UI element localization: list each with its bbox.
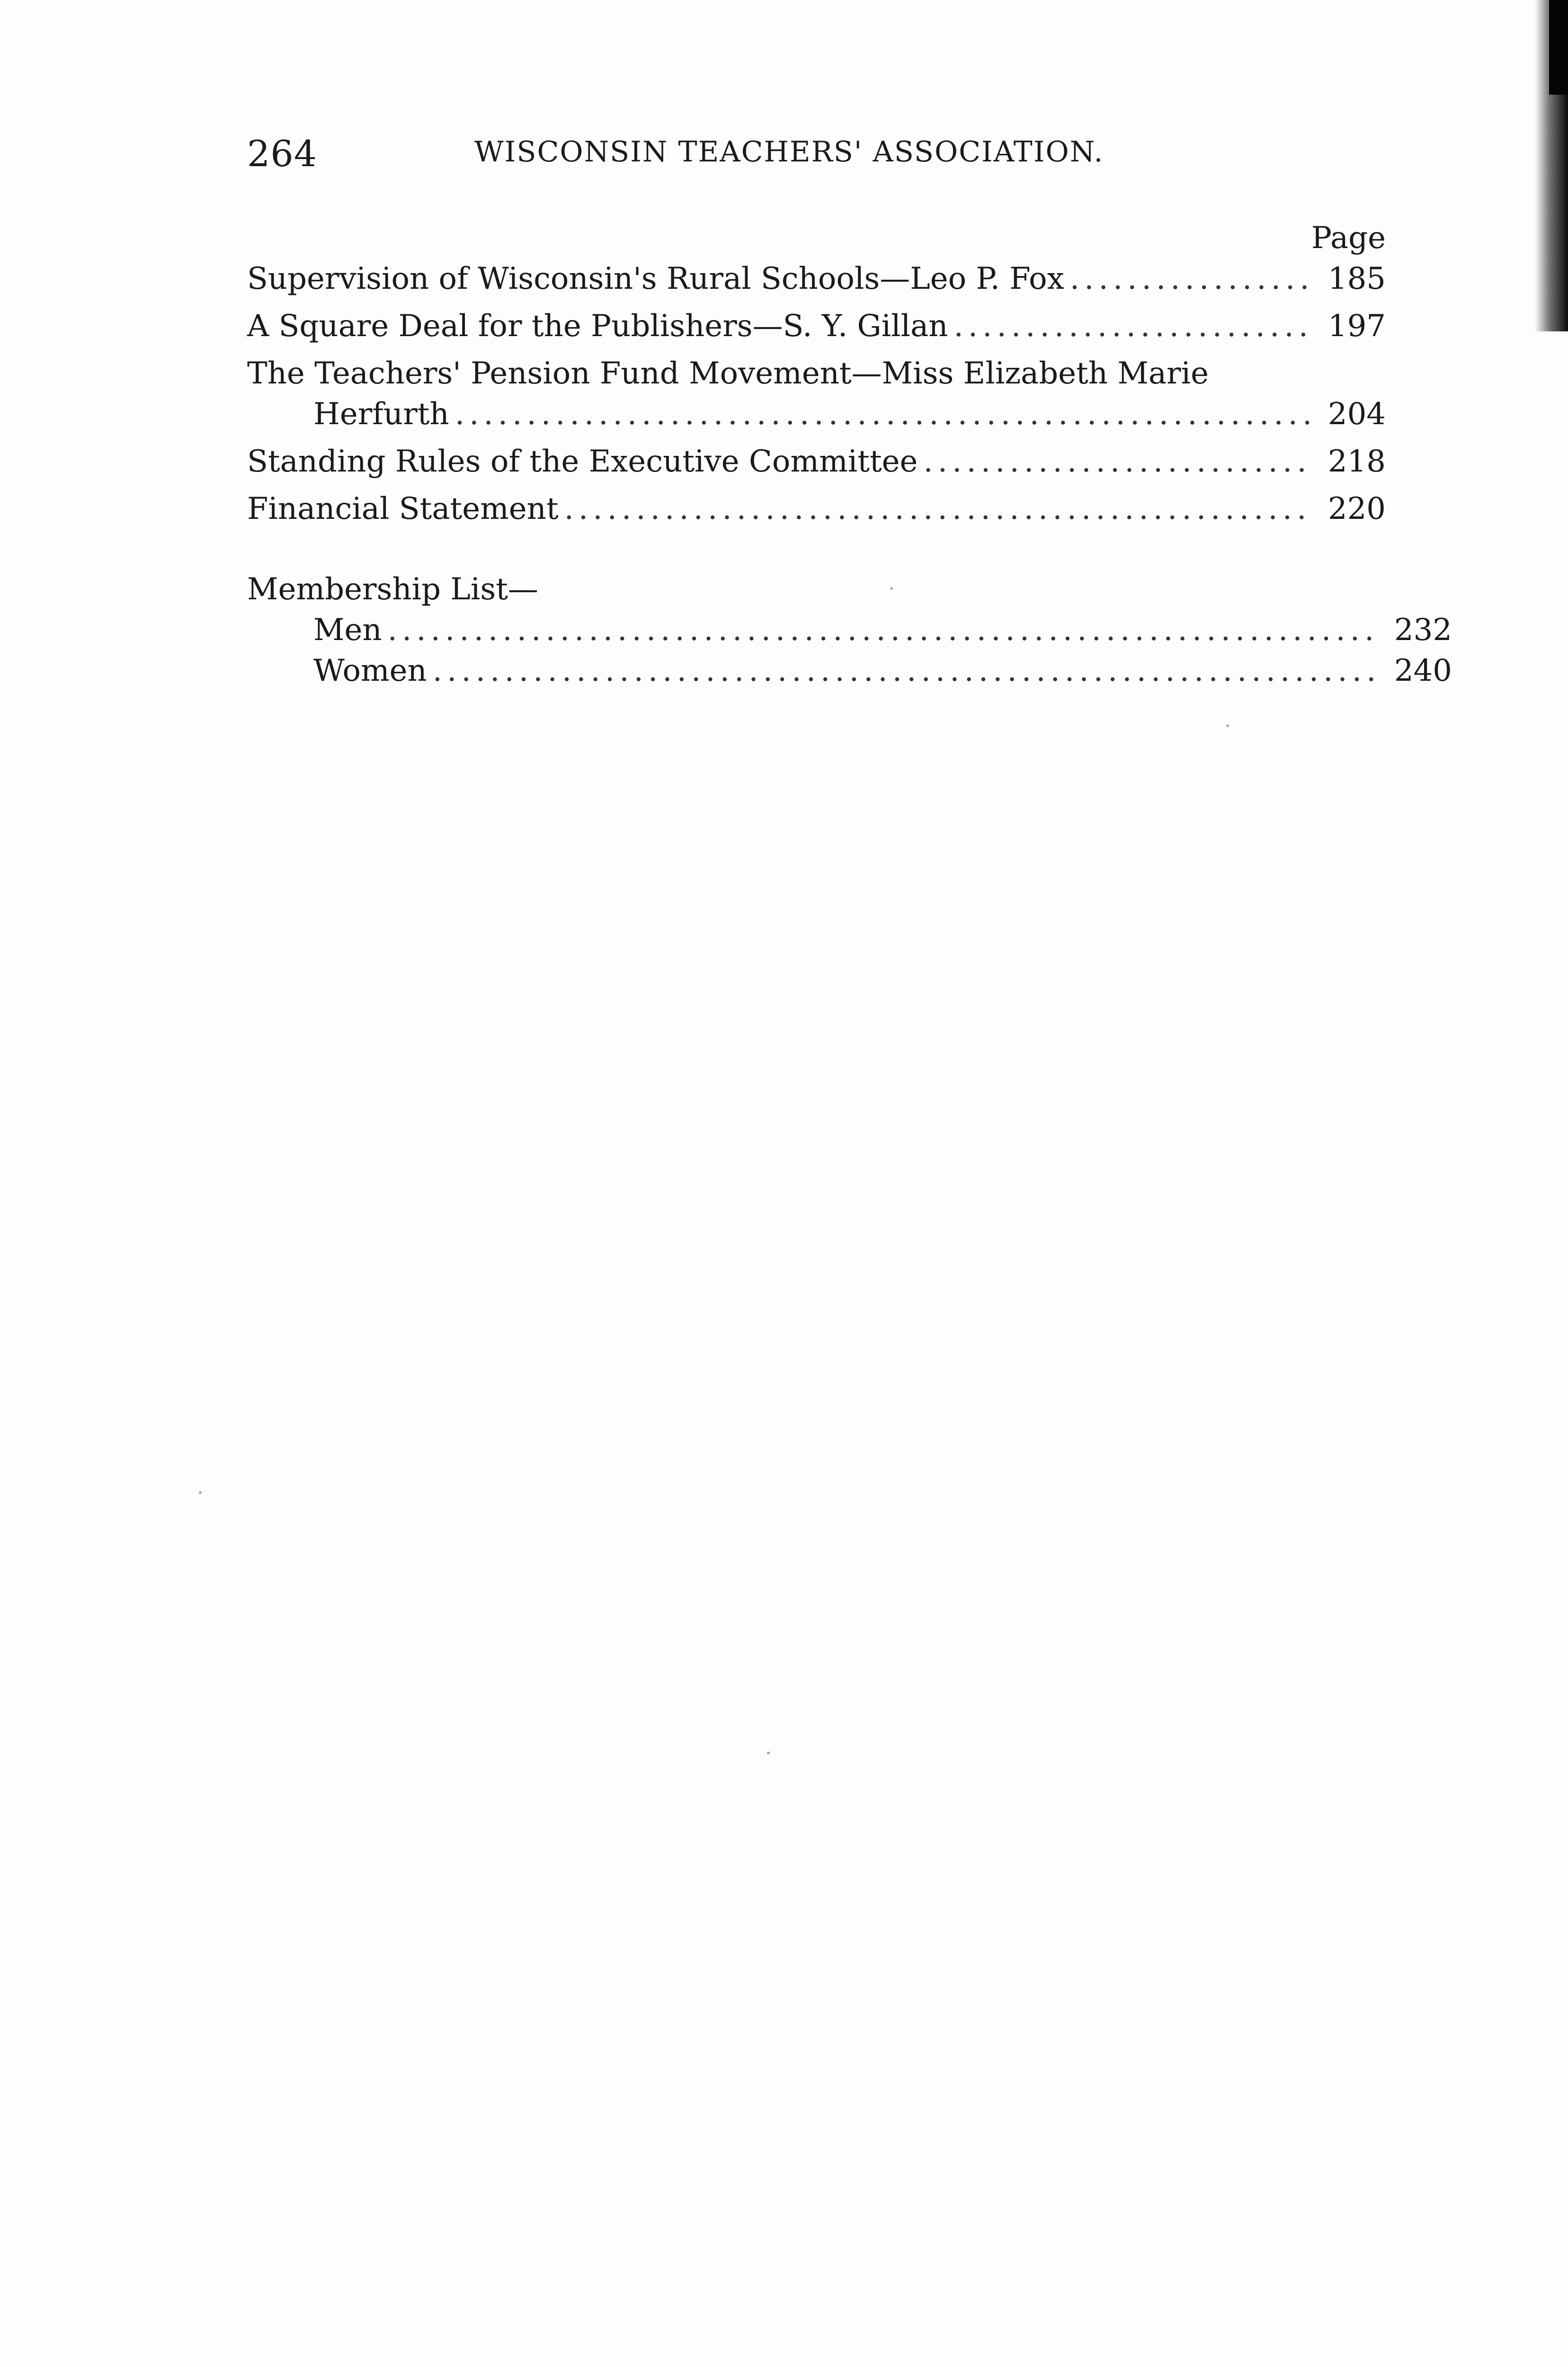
scan-speckle (1226, 724, 1229, 727)
toc-subentry (247, 610, 1452, 650)
toc-entry-title: A Square Deal for the Publishers—S. Y. Gillan (247, 309, 948, 344)
dot-leader (564, 489, 1314, 529)
toc-entry-title: Supervision of Wisconsin's Rural Schools—Leo P. Fox (247, 261, 1064, 296)
toc-entry-title: Financial Statement (247, 491, 559, 526)
dot-leader (455, 394, 1314, 435)
scan-edge-dark (1549, 0, 1568, 95)
membership-heading: Membership List— (247, 572, 538, 607)
toc-entry (247, 306, 1386, 347)
toc-subentry-title: Men (313, 613, 382, 648)
running-head: WISCONSIN TEACHERS' ASSOCIATION. (474, 135, 1104, 169)
toc-entry (247, 258, 1386, 299)
scan-speckle (199, 1491, 202, 1494)
toc-subentry-page: 240 (1394, 653, 1452, 688)
dot-leader (923, 441, 1314, 482)
toc-entry-page: 185 (1327, 261, 1386, 296)
toc-entry-page: 197 (1327, 309, 1386, 344)
toc-entry-page: 220 (1327, 491, 1386, 526)
page-column-label: Page (1311, 221, 1386, 256)
toc-entry-title: The Teachers' Pension Fund Movement—Miss Elizabeth Marie (247, 356, 1209, 391)
toc-subentry-page: 232 (1394, 613, 1452, 648)
page-number: 264 (247, 133, 318, 175)
scan-speckle (767, 1752, 770, 1754)
dot-leader (388, 610, 1380, 650)
toc-entry-page: 218 (1327, 444, 1386, 479)
toc-subentry-title: Women (313, 653, 427, 688)
toc-entry (247, 489, 1386, 529)
dot-leader (953, 306, 1314, 347)
toc-subentry (247, 650, 1452, 691)
toc-entry (247, 441, 1386, 482)
toc-entry-continuation (247, 394, 1386, 435)
toc-entry (247, 353, 1386, 435)
toc-entry-page: 204 (1327, 397, 1386, 432)
toc-entry-title: Standing Rules of the Executive Committee (247, 444, 918, 479)
page-header (247, 133, 1383, 185)
dot-leader (1070, 258, 1314, 299)
table-of-contents (247, 218, 1452, 691)
dot-leader (433, 650, 1380, 691)
section-gap (247, 536, 1386, 569)
toc-entry-title-continued: Herfurth (313, 397, 449, 432)
